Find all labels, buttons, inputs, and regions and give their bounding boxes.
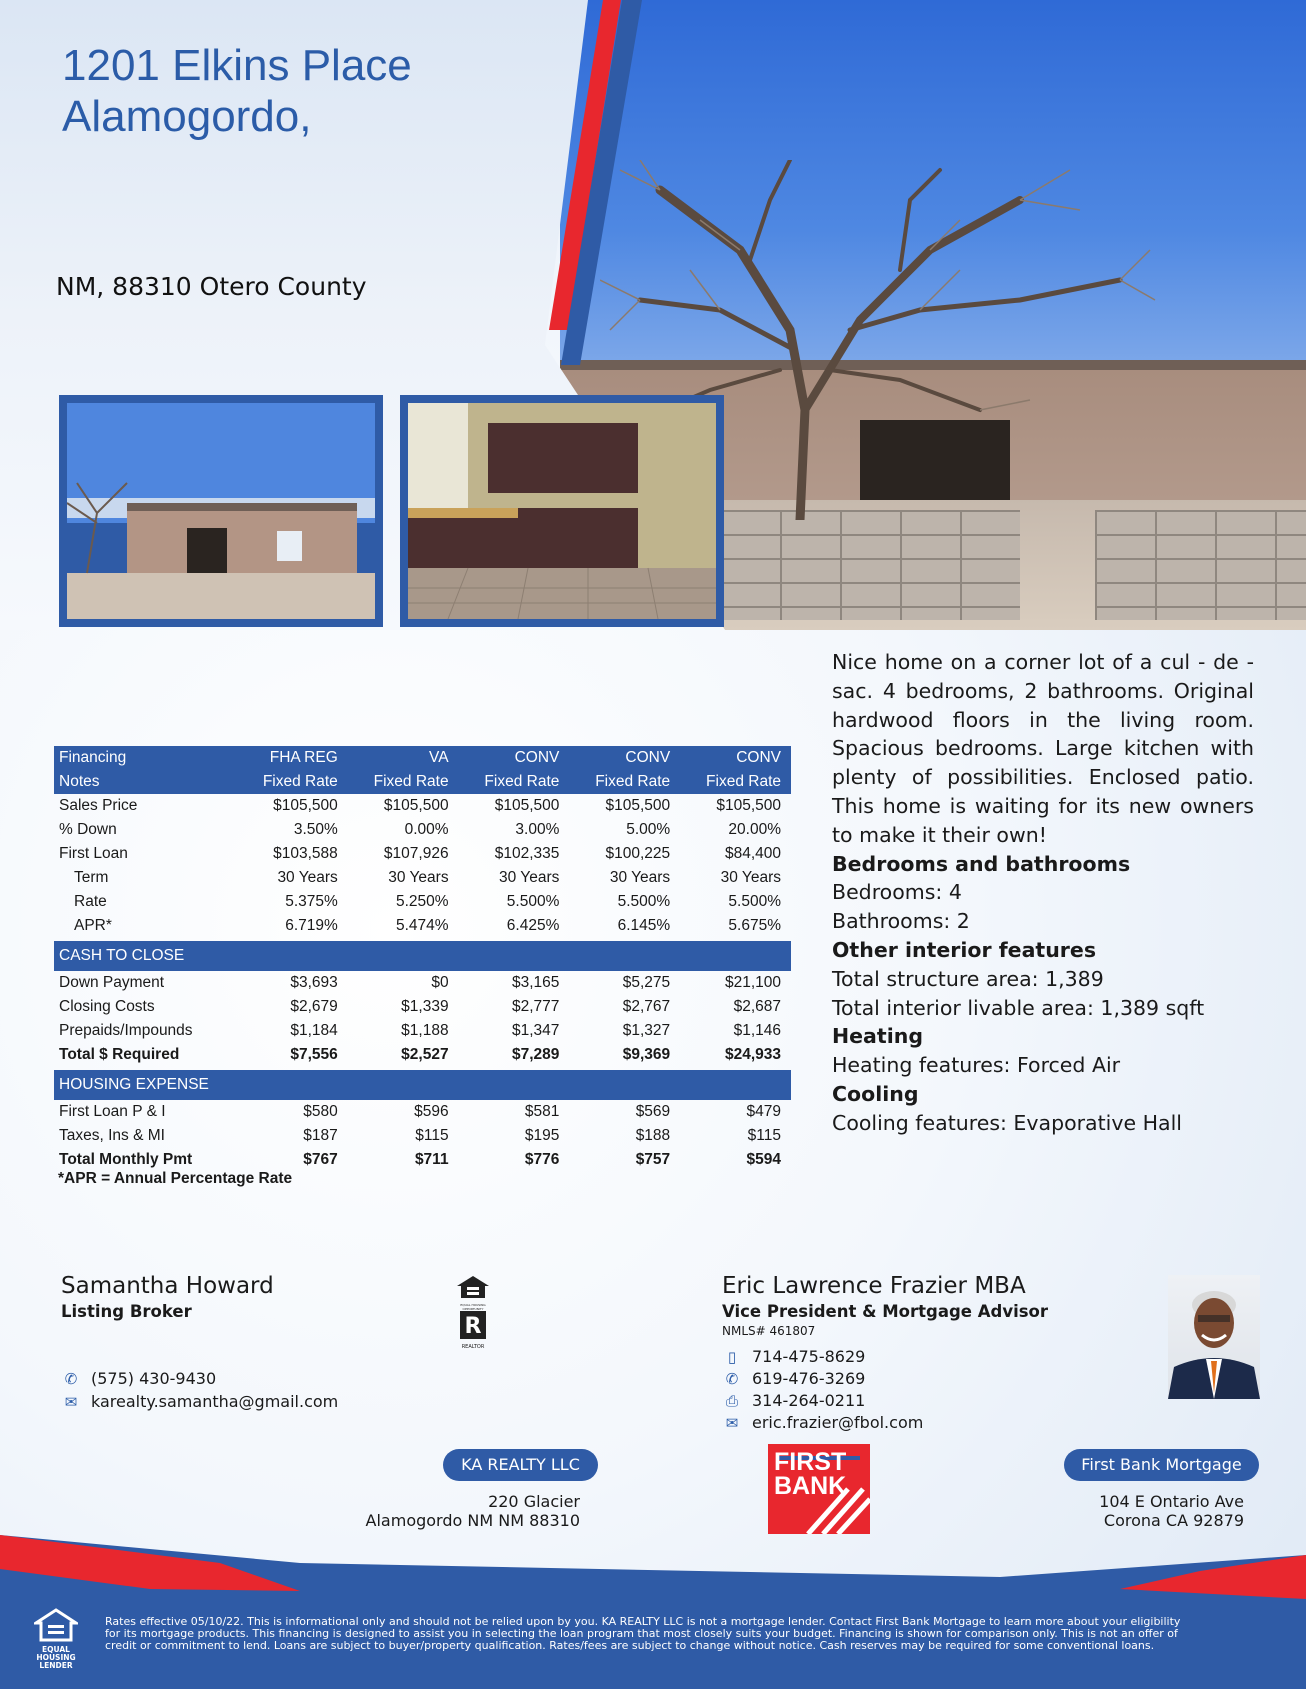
- disclaimer-text: Rates effective 05/10/22. This is informational only and should not be relied upon by you. KA REALTY LLC is not a mortgage lender. Contact First Bank Mortgage to learn more about your eligibility for its mortgage products. This financing is designed to assist you in selecting the loan program that most closely suits your budget. Financing is shown for comparison only. This is not an offer of credit or commitment to lend. Loans are subject to buyer/property qualification. Rates/fees are subject to change without notice. Cash reserves may be required for some conventional loans.: [105, 1615, 1181, 1652]
- table-row: [54, 770, 791, 794]
- table-cell: 5.500%: [617, 893, 671, 910]
- realtor-logo: [455, 1310, 491, 1350]
- table-cell: $9,369: [622, 1046, 671, 1063]
- apr-note: *APR = Annual Percentage Rate: [58, 1170, 293, 1187]
- table-cell: 6.145%: [617, 917, 671, 934]
- table-cell: $105,500: [273, 797, 338, 814]
- table-cell: $7,556: [290, 1046, 338, 1063]
- exterior-thumbnail[interactable]: [59, 395, 383, 627]
- table-cell: 30 Years: [277, 869, 338, 886]
- table-cell: $103,588: [273, 845, 338, 862]
- table-cell: 0.00%: [404, 821, 449, 838]
- broker-name: Samantha Howard: [61, 1273, 274, 1299]
- table-cell: $24,933: [724, 1046, 781, 1063]
- table-cell: $776: [524, 1151, 560, 1168]
- lender-name: Eric Lawrence Frazier MBA: [722, 1273, 1026, 1299]
- table-cell: $21,100: [724, 974, 781, 991]
- table-cell: Fixed Rate: [237, 770, 348, 794]
- equal-housing-lender-icon: [34, 1608, 78, 1642]
- row-label: First Loan: [59, 845, 128, 862]
- table-cell: $84,400: [724, 845, 781, 862]
- table-row: [54, 794, 791, 818]
- table-cell: $1,327: [622, 1022, 671, 1039]
- table-cell: $1,188: [401, 1022, 449, 1039]
- row-label: Total Monthly Pmt: [59, 1151, 193, 1168]
- broker-email-address: karealty.samantha@gmail.com: [91, 1392, 339, 1411]
- table-cell: $107,926: [383, 845, 449, 862]
- table-cell: $1,146: [733, 1022, 781, 1039]
- table-row: [54, 818, 791, 842]
- property-subtitle: NM, 88310 Otero County: [56, 272, 367, 301]
- phone-icon: ✆: [725, 1370, 739, 1388]
- eho-small-text: EQUAL HOUSING OPPORTUNITY: [460, 1303, 486, 1311]
- footer-band: [0, 1535, 1306, 1689]
- phone-icon: ✆: [64, 1370, 78, 1388]
- table-cell: 3.00%: [515, 821, 560, 838]
- table-cell: 5.500%: [728, 893, 781, 910]
- table-cell: $115: [747, 1127, 781, 1144]
- section-header-row: [54, 941, 791, 971]
- row-label: % Down: [59, 821, 117, 838]
- table-cell: Fixed Rate: [569, 770, 680, 794]
- table-row: [54, 914, 791, 938]
- livable-area: Total interior livable area: 1,389 sqft: [832, 995, 1205, 1020]
- table-cell: 5.500%: [506, 893, 560, 910]
- table-cell: 5.00%: [626, 821, 671, 838]
- lender-email[interactable]: [722, 1413, 923, 1432]
- table-cell: $479: [746, 1103, 781, 1120]
- table-cell: $105,500: [716, 797, 781, 814]
- table-row: [54, 746, 791, 770]
- table-row: [54, 1124, 791, 1148]
- lender-photo: [1168, 1275, 1260, 1399]
- ehl-line1: EQUAL HOUSING: [36, 1645, 76, 1662]
- realtor-icon: [459, 1310, 487, 1340]
- first-bank-logo: [768, 1444, 870, 1534]
- table-cell: $100,225: [605, 845, 671, 862]
- lender-phone-number: 619-476-3269: [752, 1369, 866, 1388]
- table-row: [54, 1019, 791, 1043]
- property-title: 1201 Elkins Place Alamogordo,: [62, 41, 412, 141]
- table-cell: $580: [303, 1103, 338, 1120]
- broker-address-line1: 220 Glacier: [488, 1492, 580, 1511]
- equal-housing-icon: [456, 1275, 490, 1299]
- table-cell: 20.00%: [728, 821, 781, 838]
- table-cell: $188: [635, 1127, 671, 1144]
- table-cell: $711: [414, 1151, 449, 1168]
- ehl-line2: LENDER: [39, 1661, 73, 1670]
- mobile-icon: ▯: [727, 1348, 737, 1366]
- table-cell: $7,289: [511, 1046, 560, 1063]
- table-cell: $105,500: [605, 797, 671, 814]
- table-cell: 5.474%: [396, 917, 449, 934]
- lender-role: Vice President & Mortgage Advisor: [722, 1302, 1049, 1321]
- table-row: [54, 1043, 791, 1067]
- table-cell: $757: [635, 1151, 671, 1168]
- table-cell: 30 Years: [499, 869, 560, 886]
- table-cell: VA: [348, 746, 459, 770]
- table-cell: $2,777: [511, 998, 560, 1015]
- table-cell: $1,339: [401, 998, 449, 1015]
- interior-heading: Other interior features: [832, 937, 1097, 962]
- table-cell: $195: [524, 1127, 560, 1144]
- broker-role: Listing Broker: [61, 1302, 192, 1321]
- broker-company-button[interactable]: KA REALTY LLC: [443, 1449, 598, 1481]
- lender-fax[interactable]: [722, 1391, 865, 1410]
- envelope-icon: ✉: [725, 1414, 739, 1432]
- property-description: [832, 648, 1254, 1138]
- table-cell: $102,335: [494, 845, 560, 862]
- table-cell: CONV: [459, 746, 570, 770]
- table-row: [54, 1100, 791, 1124]
- table-cell: $3,693: [290, 974, 338, 991]
- table-cell: $581: [524, 1103, 560, 1120]
- financing-table: [54, 746, 791, 1172]
- lender-address-line2: Corona CA 92879: [1103, 1511, 1244, 1530]
- row-label: Taxes, Ins & MI: [59, 1127, 165, 1144]
- table-cell: $596: [414, 1103, 449, 1120]
- table-cell: $1,184: [290, 1022, 338, 1039]
- bank-logo-line2: BANK: [774, 1472, 847, 1500]
- lender-mobile[interactable]: [722, 1347, 865, 1366]
- bathrooms-count: Bathrooms: 2: [832, 909, 970, 934]
- envelope-icon: ✉: [64, 1393, 78, 1411]
- table-cell: $594: [746, 1151, 781, 1168]
- table-cell: $115: [415, 1127, 449, 1144]
- broker-phone-number: (575) 430-9430: [91, 1369, 217, 1388]
- structure-area: Total structure area: 1,389: [832, 966, 1104, 991]
- table-row: [54, 1148, 791, 1172]
- cooling-features: Cooling features: Evaporative Hall: [832, 1110, 1182, 1135]
- table-cell: $767: [303, 1151, 338, 1168]
- lender-phone[interactable]: [722, 1369, 865, 1388]
- table-cell: $2,679: [290, 998, 338, 1015]
- table-cell: $569: [635, 1103, 671, 1120]
- row-label: Financing: [54, 746, 237, 770]
- table-cell: $3,165: [511, 974, 560, 991]
- table-row: [54, 842, 791, 866]
- table-cell: 5.250%: [396, 893, 449, 910]
- lender-mobile-number: 714-475-8629: [752, 1347, 866, 1366]
- table-cell: CONV: [569, 746, 680, 770]
- row-label: Term: [74, 869, 109, 886]
- row-label: APR*: [74, 917, 112, 934]
- broker-email[interactable]: [61, 1392, 338, 1411]
- heating-features: Heating features: Forced Air: [832, 1053, 1121, 1078]
- table-cell: FHA REG: [237, 746, 348, 770]
- description-summary: Nice home on a corner lot of a cul - de - sac. 4 bedrooms, 2 bathrooms. Original hardwood floors in the living room. Spacious bedrooms. Large kitchen with plenty of possibilities. Enclosed patio. This home is waiting for its new owners to make it their own!: [832, 650, 1254, 847]
- row-label: Rate: [74, 893, 107, 910]
- table-cell: $105,500: [383, 797, 449, 814]
- table-cell: CONV: [680, 746, 791, 770]
- table-row: [54, 866, 791, 890]
- table-cell: $2,687: [733, 998, 781, 1015]
- broker-address-line2: Alamogordo NM NM 88310: [365, 1511, 580, 1530]
- table-cell: 30 Years: [609, 869, 671, 886]
- heating-heading: Heating: [832, 1024, 923, 1049]
- row-label: Sales Price: [59, 797, 138, 814]
- row-label: Closing Costs: [59, 998, 155, 1015]
- row-label: First Loan P & I: [59, 1103, 166, 1120]
- section-header-row: [54, 1070, 791, 1100]
- table-cell: 5.675%: [728, 917, 781, 934]
- table-cell: $2,527: [401, 1046, 449, 1063]
- row-label: Prepaids/Impounds: [59, 1022, 193, 1039]
- table-cell: $5,275: [622, 974, 671, 991]
- equal-housing-lender-logo: [30, 1608, 82, 1670]
- lender-company-button[interactable]: First Bank Mortgage: [1064, 1449, 1259, 1481]
- row-label: Down Payment: [59, 974, 165, 991]
- section-heading: HOUSING EXPENSE: [54, 1070, 791, 1100]
- svg-text:R: R: [464, 1314, 482, 1339]
- section-heading: CASH TO CLOSE: [54, 941, 791, 971]
- row-label: Notes: [54, 770, 237, 794]
- table-row: [54, 995, 791, 1019]
- lender-fax-number: 314-264-0211: [752, 1391, 866, 1410]
- lender-address-line1: 104 E Ontario Ave: [1099, 1492, 1244, 1511]
- table-cell: $105,500: [494, 797, 560, 814]
- bedrooms-heading: Bedrooms and bathrooms: [832, 851, 1131, 876]
- lender-nmls: NMLS# 461807: [722, 1324, 816, 1338]
- table-cell: 6.425%: [506, 917, 560, 934]
- table-cell: Fixed Rate: [680, 770, 791, 794]
- table-cell: $1,347: [511, 1022, 560, 1039]
- table-row: [54, 890, 791, 914]
- table-cell: $2,767: [622, 998, 671, 1015]
- table-cell: Fixed Rate: [459, 770, 570, 794]
- table-cell: 30 Years: [720, 869, 781, 886]
- table-cell: 6.719%: [285, 917, 338, 934]
- cooling-heading: Cooling: [832, 1081, 919, 1106]
- lender-email-address: eric.frazier@fbol.com: [752, 1413, 924, 1432]
- realtor-text: REALTOR: [461, 1344, 485, 1350]
- broker-phone[interactable]: [61, 1369, 216, 1388]
- broker-address: [360, 1492, 580, 1530]
- bedrooms-count: Bedrooms: 4: [832, 880, 962, 905]
- lender-address: [1044, 1492, 1244, 1530]
- table-cell: $187: [303, 1127, 338, 1144]
- table-cell: $0: [431, 974, 449, 991]
- table-cell: 30 Years: [388, 869, 449, 886]
- table-row: [54, 971, 791, 995]
- equal-housing-logo: [455, 1275, 491, 1311]
- kitchen-thumbnail[interactable]: [400, 395, 724, 627]
- table-cell: 3.50%: [293, 821, 338, 838]
- row-label: Total $ Required: [59, 1046, 180, 1063]
- bank-logo-line1: FIRST: [774, 1448, 847, 1476]
- fax-icon: ⎙: [725, 1392, 738, 1410]
- table-cell: Fixed Rate: [348, 770, 459, 794]
- table-cell: 5.375%: [285, 893, 338, 910]
